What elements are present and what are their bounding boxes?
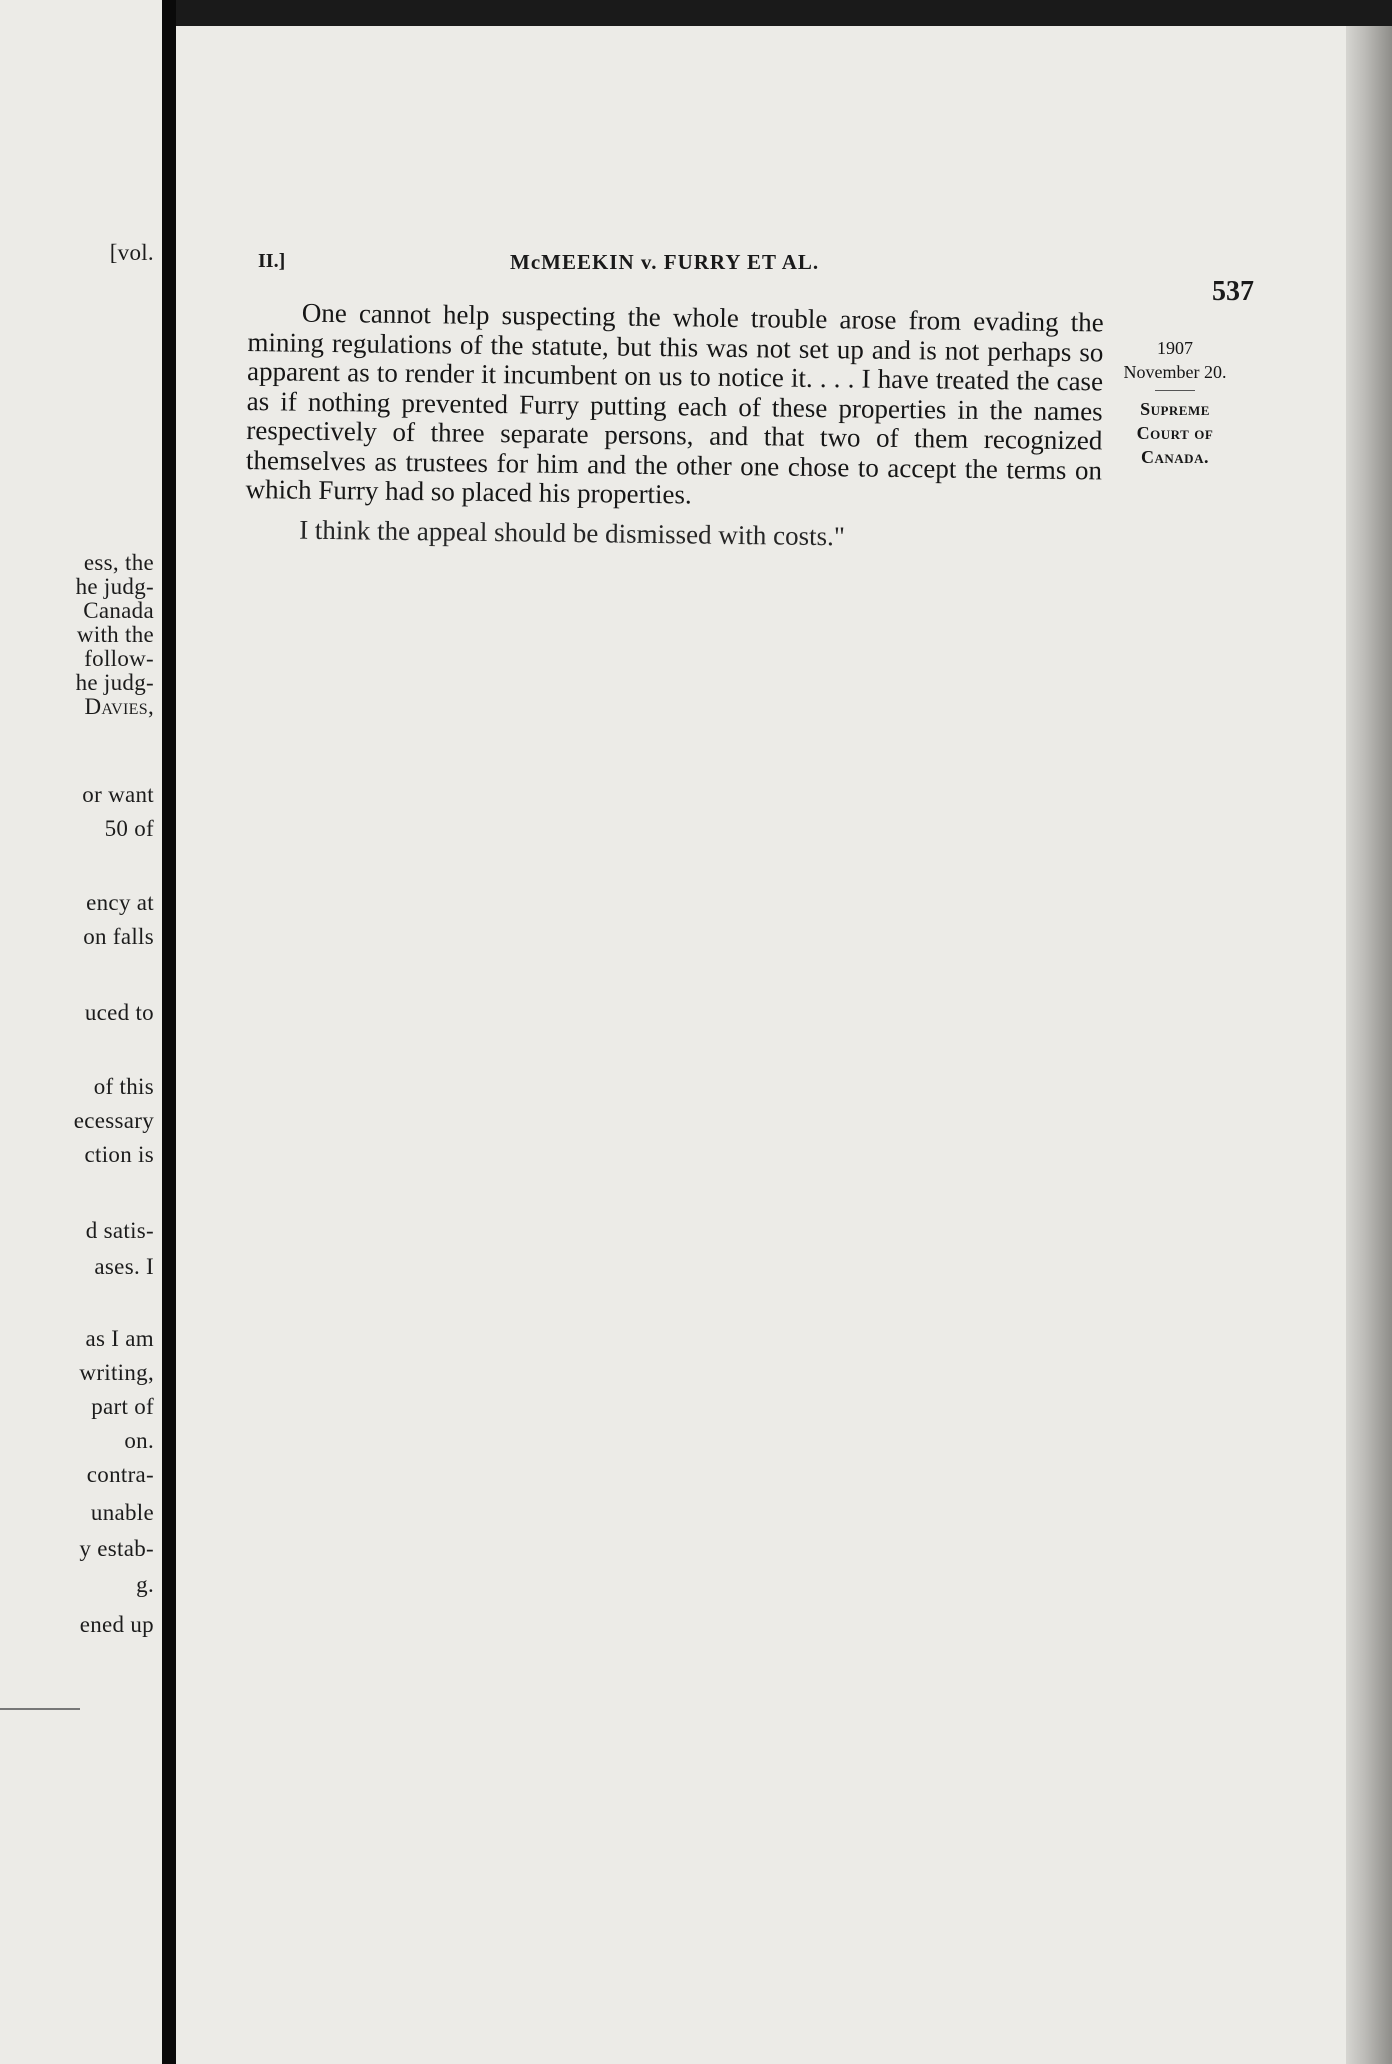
left-page-line: ction is [84, 1142, 154, 1167]
left-page-line: ases. I [94, 1254, 154, 1279]
left-page-line: of this [93, 1074, 154, 1099]
left-page-line: on falls [83, 924, 154, 949]
marginal-note [1110, 336, 1240, 469]
left-page-line: unable [90, 1500, 154, 1525]
left-page-line: writing, [79, 1360, 154, 1385]
marginal-court-line: Supreme [1140, 399, 1210, 419]
left-page-line: d satis- [85, 1218, 154, 1243]
paragraph-closing: I think the appeal should be dismissed with costs." [298, 514, 846, 551]
left-page-line: contra- [86, 1462, 154, 1487]
marginal-court-line: Court of [1136, 423, 1214, 443]
left-page-header: [vol. [109, 240, 154, 265]
left-page-line: or want [82, 782, 154, 807]
left-page-line: ency at [86, 890, 154, 915]
left-page [0, 0, 162, 2064]
left-page-line: ecessary [73, 1108, 154, 1133]
left-page-line: as I am [85, 1326, 154, 1351]
left-page-line: ess, the [83, 550, 154, 575]
marginal-year: 1907 [1157, 338, 1193, 358]
left-page-line: part of [91, 1394, 154, 1419]
scan-top-edge [176, 0, 1392, 26]
left-page-line: ened up [79, 1612, 154, 1637]
left-page-line: Davies, [84, 694, 154, 719]
left-page-line: with the [76, 622, 154, 647]
left-page-line: Canada [83, 598, 154, 623]
left-page-line: he judg- [75, 670, 154, 695]
book-gutter [162, 0, 176, 2064]
left-page-line: uced to [84, 1000, 154, 1025]
left-page-line: he judg- [75, 574, 154, 599]
page-edge [1346, 26, 1392, 2064]
marginal-rule [1155, 390, 1195, 391]
left-page-line: on. [124, 1428, 154, 1453]
running-head-title: McMEEKIN v. FURRY ET AL. [510, 250, 820, 274]
page-number: 537 [1212, 276, 1254, 307]
footnote-rule [0, 1708, 80, 1710]
paragraph: One cannot help suspecting the whole trouble arose from evading the mining regulations of the statute, but this was not set up and is not perhaps so apparent as to render it incumbent on us to notice it. . . . I have treated the case as if nothing prevented Furry putting each of these properties in the names respectively of three separate persons, and that two of them recognized themselves as trustees for him and the other one chose to accept the terms on which Furry had so placed his properties. [245, 297, 1104, 510]
running-head-volume: II.] [258, 250, 286, 272]
marginal-date: November 20. [1123, 362, 1227, 382]
left-page-line: g. [136, 1572, 154, 1597]
left-page-line: follow- [84, 646, 154, 671]
body-text [245, 298, 1104, 554]
left-page-line: y estab- [79, 1536, 154, 1561]
left-page-line: 50 of [104, 816, 154, 841]
marginal-court-line: Canada. [1141, 447, 1209, 467]
